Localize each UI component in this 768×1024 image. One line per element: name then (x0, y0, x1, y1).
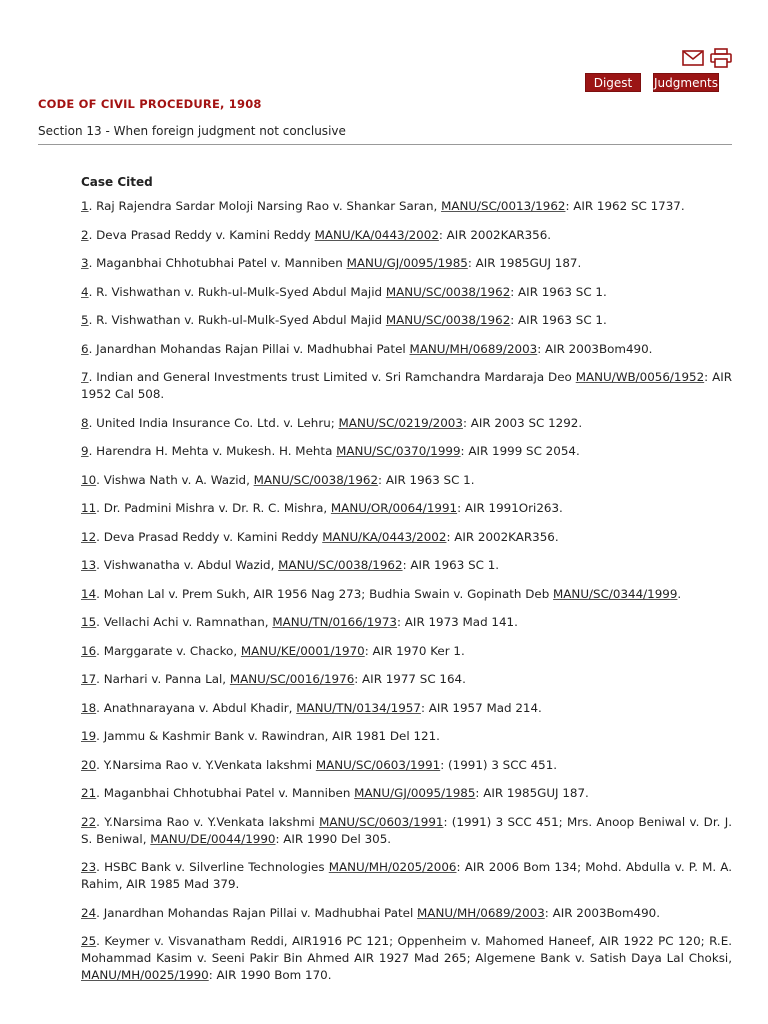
case-text: : AIR 1990 Del 305. (275, 831, 392, 846)
citation-link[interactable]: MANU/MH/0689/2003 (409, 341, 538, 356)
case-text: Dr. Padmini Mishra v. Dr. R. C. Mishra, (103, 501, 331, 515)
case-item: 2. Deva Prasad Reddy v. Kamini Reddy MANU/KA/0443/2002: AIR 2002KAR356. (81, 227, 552, 242)
case-number-link[interactable]: 16 (81, 643, 97, 658)
case-number-link[interactable]: 9 (81, 444, 89, 458)
case-item: 10. Vishwa Nath v. A. Wazid, MANU/SC/0038/1962: AIR 1963 SC 1. (81, 472, 475, 487)
case-item: 7. Indian and General Investments trust Limited v. Sri Ramchandra Mardaraja Deo MANU/WB/0056/1952: AIR 1952 Cal 508. (81, 370, 732, 401)
act-title: CODE OF CIVIL PROCEDURE, 1908 (38, 97, 262, 111)
case-text: : AIR 2006 Bom 134; Mohd. Abdulla v. P. M. A. Rahim, AIR 1985 Mad 379. (81, 860, 732, 891)
case-item: 8. United India Insurance Co. Ltd. v. Lehru; MANU/SC/0219/2003: AIR 2003 SC 1292. (81, 415, 583, 430)
case-text: Vishwa Nath v. A. Wazid, (103, 472, 254, 487)
case-number-link[interactable]: 6 (81, 341, 89, 356)
case-number-link[interactable]: 21 (81, 786, 97, 800)
case-item: 3. Maganbhai Chhotubhai Patel v. Manniben MANU/GJ/0095/1985: AIR 1985GUJ 187. (81, 256, 582, 270)
case-text: Indian and General Investments trust Limited v. Sri Ramchandra Mardaraja Deo (96, 370, 576, 384)
case-item: 15. Vellachi Achi v. Ramnathan, MANU/TN/0166/1973: AIR 1973 Mad 141. (81, 615, 518, 629)
citation-link[interactable]: MANU/GJ/0095/1985 (346, 256, 468, 270)
case-text: : AIR 2003 SC 1292. (462, 415, 583, 430)
case-number-link[interactable]: 22 (81, 814, 97, 829)
case-number-link[interactable]: 18 (81, 700, 97, 715)
case-item: 25. Keymer v. Visvanatham Reddi, AIR1916 PC 121; Oppenheim v. Mahomed Haneef, AIR 1922 PC 120; R.E. Mohammad Kasim v. Seeni Pakir Bin Ahmed AIR 1927 Mad 265; Algemene Bank v. Satish Daya Lal Choksi, MANU/MH/0025/1990: AIR 1990 Bom 170. (81, 934, 732, 982)
case-item: 14. Mohan Lal v. Prem Sukh, AIR 1956 Nag 273; Budhia Swain v. Gopinath Deb MANU/SC/0344/1999. (81, 586, 682, 601)
mail-icon[interactable] (682, 50, 704, 66)
case-text: : AIR 1985GUJ 187. (467, 256, 582, 270)
case-text: Jammu & Kashmir Bank v. Rawindran, AIR 1981 Del 121. (103, 729, 440, 743)
cases-cited-section (81, 175, 732, 996)
case-text: Maganbhai Chhotubhai Patel v. Manniben (103, 786, 355, 800)
case-text: Maganbhai Chhotubhai Patel v. Manniben (96, 256, 347, 270)
case-text: : AIR 1962 SC 1737. (565, 199, 685, 213)
case-number-link[interactable]: 12 (81, 529, 97, 544)
case-text: Deva Prasad Reddy v. Kamini Reddy (103, 529, 323, 544)
case-text: : AIR 1963 SC 1. (378, 472, 475, 487)
citation-link[interactable]: MANU/SC/0038/1962 (253, 472, 379, 487)
case-item: 17. Narhari v. Panna Lal, MANU/SC/0016/1976: AIR 1977 SC 164. (81, 672, 466, 686)
case-number-link[interactable]: 7 (81, 370, 89, 384)
print-icon[interactable] (710, 48, 732, 68)
case-item: 18. Anathnarayana v. Abdul Khadir, MANU/TN/0134/1957: AIR 1957 Mad 214. (81, 700, 542, 715)
case-text: Keymer v. Visvanatham Reddi, AIR1916 PC 121; Oppenheim v. Mahomed Haneef, AIR 1922 PC 120; R.E. Mohammad Kasim v. Seeni Pakir Bin Ahmed AIR 1927 Mad 265; Algemene Bank v. Satish Daya Lal Choksi, (81, 934, 732, 965)
case-text: : AIR 1963 SC 1. (510, 284, 607, 299)
case-number-link[interactable]: 15 (81, 615, 97, 629)
case-number-link[interactable]: 25 (81, 934, 97, 948)
divider (38, 144, 732, 145)
case-list (81, 198, 732, 984)
case-item: 21. Maganbhai Chhotubhai Patel v. Manniben MANU/GJ/0095/1985: AIR 1985GUJ 187. (81, 786, 589, 800)
case-number-link[interactable]: 20 (81, 757, 97, 772)
case-text: : AIR 1957 Mad 214. (420, 700, 542, 715)
citation-link[interactable]: MANU/TN/0134/1957 (296, 700, 421, 715)
citation-link[interactable]: MANU/SC/0344/1999 (553, 586, 678, 601)
case-text: Mohan Lal v. Prem Sukh, AIR 1956 Nag 273; Budhia Swain v. Gopinath Deb (103, 586, 554, 601)
citation-link[interactable]: MANU/KA/0443/2002 (322, 529, 447, 544)
case-number-link[interactable]: 13 (81, 558, 97, 572)
case-item: 12. Deva Prasad Reddy v. Kamini Reddy MANU/KA/0443/2002: AIR 2002KAR356. (81, 529, 559, 544)
case-item: 22. Y.Narsima Rao v. Y.Venkata lakshmi MANU/SC/0603/1991: (1991) 3 SCC 451; Mrs. Anoop Beniwal v. Dr. J. S. Beniwal, MANU/DE/0044/1990: AIR 1990 Del 305. (81, 814, 733, 846)
citation-link[interactable]: MANU/MH/0689/2003 (417, 905, 545, 920)
case-text: : AIR 1970 Ker 1. (364, 643, 465, 658)
citation-link[interactable]: MANU/SC/0038/1962 (385, 284, 511, 299)
case-number-link[interactable]: 19 (81, 729, 97, 743)
case-number-link[interactable]: 4 (81, 284, 89, 299)
case-number-link[interactable]: 3 (81, 256, 89, 270)
case-text: . (677, 586, 682, 601)
case-text: : AIR 1952 Cal 508. (81, 370, 732, 401)
citation-link[interactable]: MANU/GJ/0095/1985 (354, 786, 476, 800)
case-number-link[interactable]: 5 (81, 313, 89, 327)
case-number-link[interactable]: 11 (81, 501, 97, 515)
citation-link[interactable]: MANU/MH/0205/2006 (328, 860, 457, 874)
citation-link[interactable]: MANU/SC/0038/1962 (385, 313, 511, 327)
case-item: 13. Vishwanatha v. Abdul Wazid, MANU/SC/0038/1962: AIR 1963 SC 1. (81, 558, 500, 572)
case-text: : (1991) 3 SCC 451. (440, 757, 558, 772)
case-text: : AIR 1985GUJ 187. (475, 786, 589, 800)
case-text: Vellachi Achi v. Ramnathan, (103, 615, 273, 629)
case-text: Narhari v. Panna Lal, (103, 672, 230, 686)
case-number-link[interactable]: 10 (81, 472, 97, 487)
case-text: Anathnarayana v. Abdul Khadir, (103, 700, 297, 715)
case-item: 23. HSBC Bank v. Silverline Technologies MANU/MH/0205/2006: AIR 2006 Bom 134; Mohd. Abdulla v. P. M. A. Rahim, AIR 1985 Mad 379. (81, 860, 732, 891)
case-text: Y.Narsima Rao v. Y.Venkata lakshmi (104, 814, 320, 829)
case-number-link[interactable]: 24 (81, 905, 97, 920)
case-text: : (1991) 3 SCC 451; Mrs. Anoop Beniwal v. Dr. J. S. Beniwal, (81, 814, 733, 846)
case-text: : AIR 1963 SC 1. (510, 313, 607, 327)
case-number-link[interactable]: 23 (81, 860, 97, 874)
citation-link[interactable]: MANU/SC/0603/1991 (315, 757, 441, 772)
case-item: 16. Marggarate v. Chacko, MANU/KE/0001/1970: AIR 1970 Ker 1. (81, 643, 465, 658)
case-text: R. Vishwathan v. Rukh-ul-Mulk-Syed Abdul Majid (96, 313, 386, 327)
case-text: Raj Rajendra Sardar Moloji Narsing Rao v. Shankar Saran, (96, 199, 442, 213)
case-text: : AIR 2003Bom490. (544, 905, 661, 920)
citation-link[interactable]: MANU/SC/0013/1962 (441, 199, 566, 213)
case-text: : AIR 1977 SC 164. (354, 672, 466, 686)
citation-link[interactable]: MANU/KA/0443/2002 (314, 227, 439, 242)
case-text: Deva Prasad Reddy v. Kamini Reddy (96, 227, 315, 242)
cases-cited-heading: Case Cited (81, 175, 153, 189)
citation-link[interactable]: MANU/SC/0016/1976 (229, 672, 355, 686)
case-text: : AIR 1973 Mad 141. (397, 615, 518, 629)
case-text: HSBC Bank v. Silverline Technologies (104, 860, 329, 874)
citation-link[interactable]: MANU/SC/0603/1991 (319, 814, 444, 829)
citation-link[interactable]: MANU/DE/0044/1990 (150, 831, 276, 846)
citation-link[interactable]: MANU/MH/0025/1990 (81, 968, 209, 982)
digest-button[interactable]: Digest (585, 73, 641, 92)
citation-link[interactable]: MANU/WB/0056/1952 (575, 370, 705, 384)
case-text: : AIR 2002KAR356. (438, 227, 552, 242)
case-text: Janardhan Mohandas Rajan Pillai v. Madhubhai Patel (103, 905, 418, 920)
case-item: 9. Harendra H. Mehta v. Mukesh. H. Mehta MANU/SC/0370/1999: AIR 1999 SC 2054. (81, 444, 580, 458)
citation-link[interactable]: MANU/TN/0166/1973 (272, 615, 398, 629)
case-item: 1. Raj Rajendra Sardar Moloji Narsing Rao v. Shankar Saran, MANU/SC/0013/1962: AIR 1962 SC 1737. (81, 199, 685, 213)
case-text: Vishwanatha v. Abdul Wazid, (103, 558, 279, 572)
case-text: R. Vishwathan v. Rukh-ul-Mulk-Syed Abdul Majid (96, 284, 386, 299)
case-text: Janardhan Mohandas Rajan Pillai v. Madhubhai Patel (96, 341, 410, 356)
citation-link[interactable]: MANU/SC/0219/2003 (338, 415, 463, 430)
section-title: Section 13 - When foreign judgment not conclusive (38, 124, 346, 138)
case-item: 20. Y.Narsima Rao v. Y.Venkata lakshmi MANU/SC/0603/1991: (1991) 3 SCC 451. (81, 757, 558, 772)
case-item: 6. Janardhan Mohandas Rajan Pillai v. Madhubhai Patel MANU/MH/0689/2003: AIR 2003Bom490. (81, 341, 653, 356)
citation-link[interactable]: MANU/OR/0064/1991 (330, 501, 458, 515)
case-item: 5. R. Vishwathan v. Rukh-ul-Mulk-Syed Abdul Majid MANU/SC/0038/1962: AIR 1963 SC 1. (81, 313, 607, 327)
case-text: Marggarate v. Chacko, (103, 643, 241, 658)
citation-link[interactable]: MANU/KE/0001/1970 (240, 643, 365, 658)
case-text: : AIR 2002KAR356. (446, 529, 559, 544)
case-text: : AIR 1991Ori263. (457, 501, 563, 515)
case-text: Harendra H. Mehta v. Mukesh. H. Mehta (96, 444, 337, 458)
case-item: 11. Dr. Padmini Mishra v. Dr. R. C. Mishra, MANU/OR/0064/1991: AIR 1991Ori263. (81, 501, 563, 515)
case-text: United India Insurance Co. Ltd. v. Lehru; (96, 415, 339, 430)
case-text: : AIR 1963 SC 1. (402, 558, 500, 572)
case-text: Y.Narsima Rao v. Y.Venkata lakshmi (103, 757, 316, 772)
case-number-link[interactable]: 2 (81, 227, 89, 242)
judgments-button[interactable]: Judgments (653, 73, 719, 92)
case-item: 4. R. Vishwathan v. Rukh-ul-Mulk-Syed Abdul Majid MANU/SC/0038/1962: AIR 1963 SC 1. (81, 284, 607, 299)
citation-link[interactable]: MANU/SC/0038/1962 (278, 558, 403, 572)
case-item: 24. Janardhan Mohandas Rajan Pillai v. Madhubhai Patel MANU/MH/0689/2003: AIR 2003Bom490. (81, 905, 661, 920)
citation-link[interactable]: MANU/SC/0370/1999 (336, 444, 461, 458)
case-text: : AIR 1990 Bom 170. (208, 968, 332, 982)
case-text: : AIR 1999 SC 2054. (460, 444, 580, 458)
case-text: : AIR 2003Bom490. (537, 341, 653, 356)
case-number-link[interactable]: 14 (81, 586, 97, 601)
case-item: 19. Jammu & Kashmir Bank v. Rawindran, AIR 1981 Del 121. (81, 729, 440, 743)
case-number-link[interactable]: 8 (81, 415, 89, 430)
case-number-link[interactable]: 17 (81, 672, 97, 686)
case-number-link[interactable]: 1 (81, 199, 89, 213)
